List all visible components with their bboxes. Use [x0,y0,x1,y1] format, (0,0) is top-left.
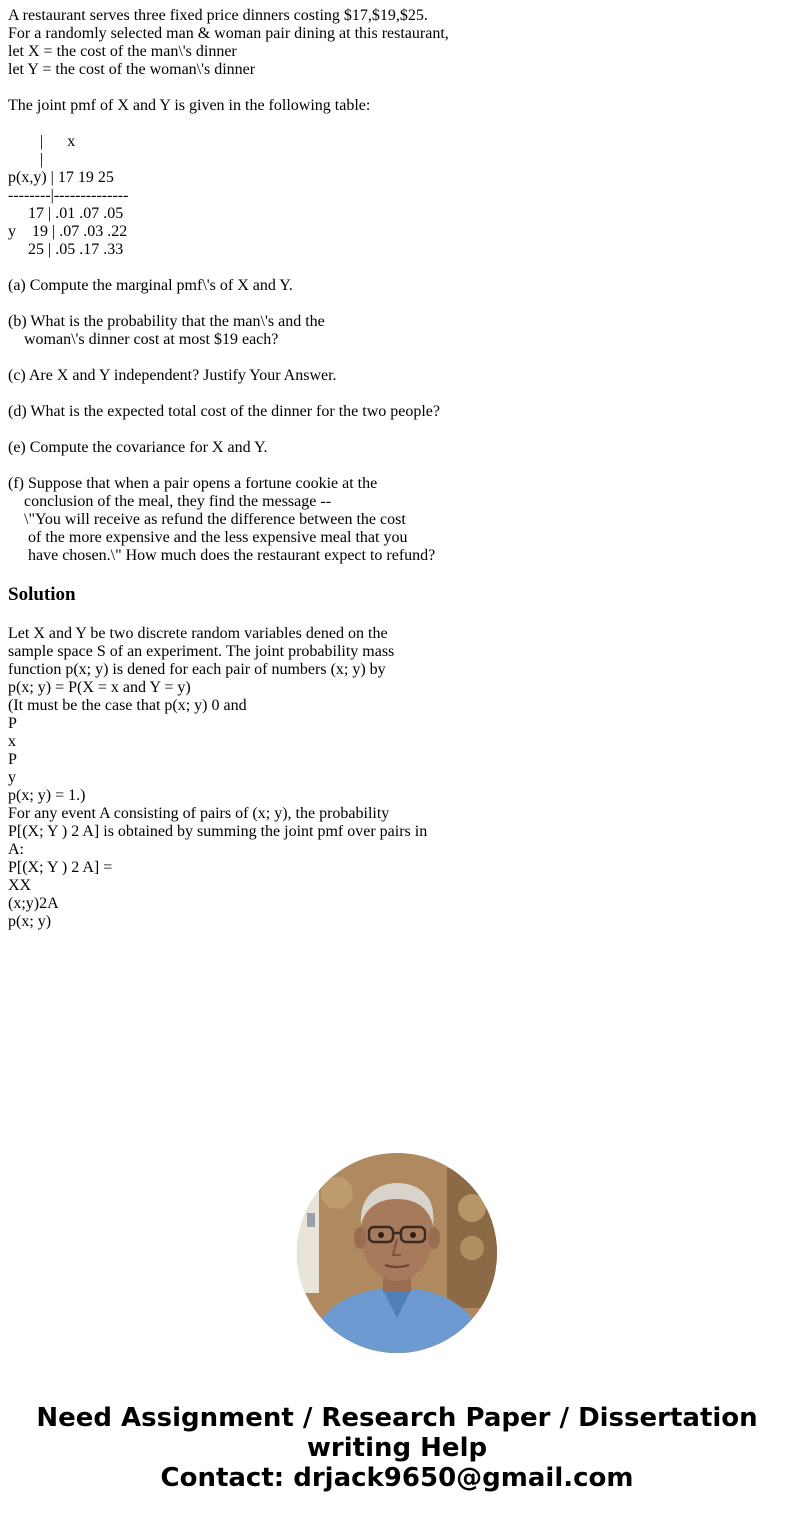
footer-line-1: Need Assignment / Research Paper / Dissertation [36,1403,758,1433]
contact-footer [0,1403,794,1493]
solution-text: Let X and Y be two discrete random variables dened on the sample space S of an experiment. The joint probability mass function p(x; y) is dened for each pair of numbers (x; y) by p(x; y) = P(X = x and Y = y) (It must be the case that p(x; y) 0 and P x P y p(x; y) = 1.) For any event A consisting of pairs of (x; y), the probability P[(X; Y ) 2 A] is obtained by summing the joint pmf over pairs in A: P[(X; Y ) 2 A] = XX (x;y)2A p(x; y) [8,625,428,930]
author-avatar [297,1153,497,1353]
solution-heading: Solution [8,584,76,605]
footer-line-3: Contact: drjack9650@gmail.com [160,1463,634,1493]
footer-line-2: writing Help [306,1433,488,1463]
question-text: A restaurant serves three fixed price dinners costing $17,$19,$25. For a randomly selected man & woman pair dining at this restaurant, let X = the cost of the man\'s dinner let Y = the cost of the woman\'s dinner The joint pmf of X and Y is given in the following table: | x | p(x,y) | 17 19 25 --------|-------------- 17 | .01 .07 .05 y 19 | .07 .03 .22 25 | .05 .17 .33 (a) Compute the marginal pmf\'s of X and Y. (b) What is the probability that the man\'s and the woman\'s dinner cost at most $19 each? (c) Are X and Y independent? Justify Your Answer. (d) What is the expected total cost of the dinner for the two people? (e) Compute the covariance for X and Y. (f) Suppose that when a pair opens a fortune cookie at the conclusion of the meal, they find the message -- \"You will receive as refund the difference between the cost of the more expensive and the less expensive meal that you have chosen.\" How much does the restaurant expect to refund? [8,7,449,564]
